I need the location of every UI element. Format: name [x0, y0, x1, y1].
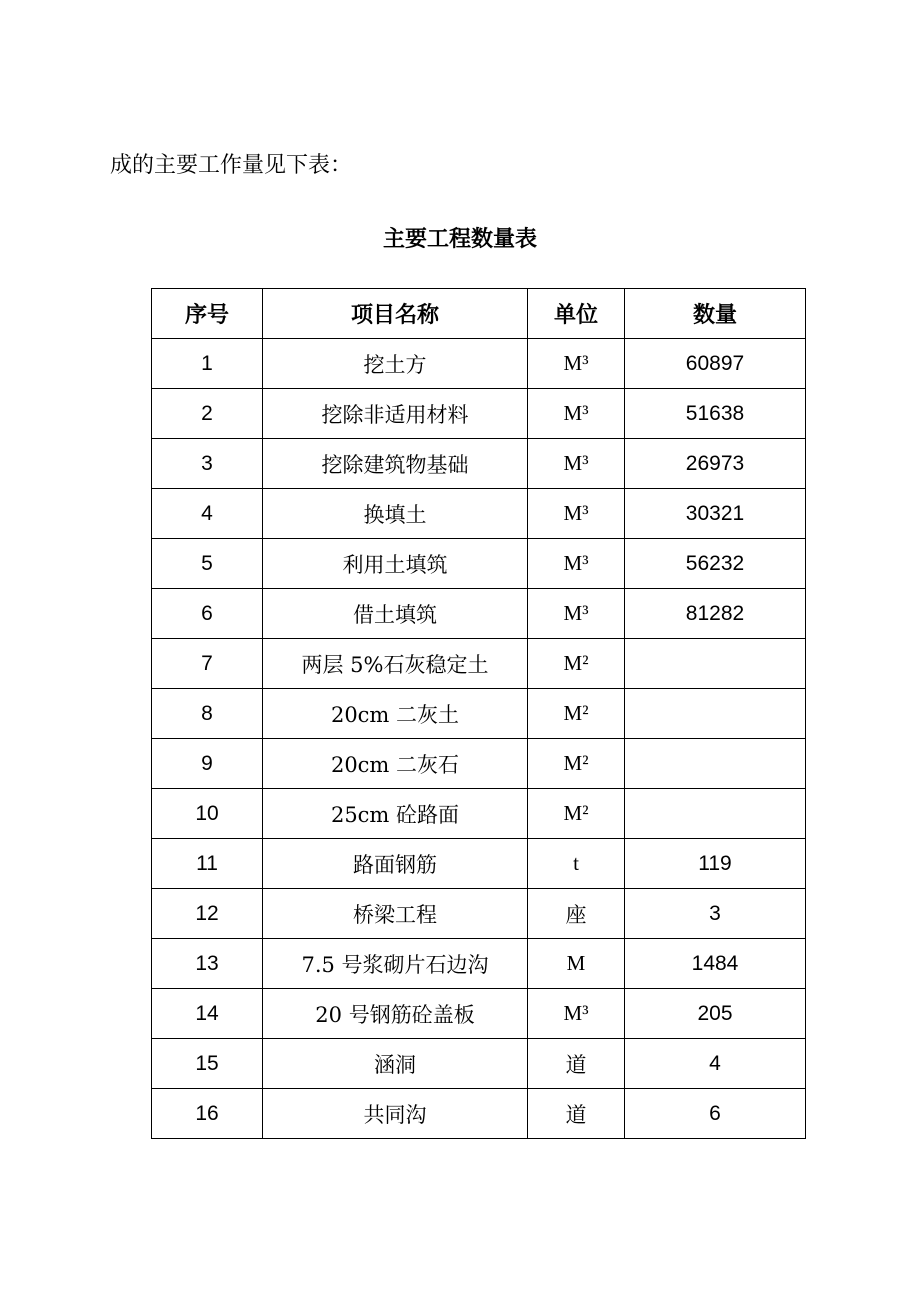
cell-unit: M²	[528, 639, 625, 689]
cell-quantity: 3	[625, 889, 806, 939]
cell-quantity: 60897	[625, 339, 806, 389]
cell-unit: M	[528, 939, 625, 989]
table-row	[152, 839, 806, 889]
cell-unit: M²	[528, 739, 625, 789]
table-row	[152, 1089, 806, 1139]
cell-item-name: 涵洞	[263, 1039, 528, 1089]
table-row	[152, 689, 806, 739]
cell-quantity	[625, 689, 806, 739]
table-title: 主要工程数量表	[382, 227, 537, 252]
table-row	[152, 989, 806, 1039]
table-row	[152, 639, 806, 689]
cell-unit: 道	[528, 1089, 625, 1139]
table-row	[152, 939, 806, 989]
cell-unit: M³	[528, 439, 625, 489]
cell-quantity: 81282	[625, 589, 806, 639]
cell-item-name: 20cm 二灰土	[263, 689, 528, 739]
cell-item-name: 共同沟	[263, 1089, 528, 1139]
cell-item-name: 20cm 二灰石	[263, 739, 528, 789]
header-unit: 单位	[528, 289, 625, 339]
table-row	[152, 1039, 806, 1089]
table-row	[152, 589, 806, 639]
table-row	[152, 789, 806, 839]
cell-item-name: 挖除建筑物基础	[263, 439, 528, 489]
cell-quantity: 51638	[625, 389, 806, 439]
cell-item-name: 换填土	[263, 489, 528, 539]
table-header-row	[152, 289, 806, 339]
cell-serial-no: 11	[152, 839, 263, 889]
cell-serial-no: 9	[152, 739, 263, 789]
cell-item-name: 路面钢筋	[263, 839, 528, 889]
cell-quantity: 205	[625, 989, 806, 1039]
cell-item-name: 挖土方	[263, 339, 528, 389]
table-row	[152, 739, 806, 789]
table-row	[152, 889, 806, 939]
cell-quantity: 6	[625, 1089, 806, 1139]
intro-text: 成的主要工作量见下表：	[110, 153, 353, 178]
table-row	[152, 389, 806, 439]
cell-unit: M³	[528, 539, 625, 589]
cell-unit: t	[528, 839, 625, 889]
cell-serial-no: 12	[152, 889, 263, 939]
cell-serial-no: 2	[152, 389, 263, 439]
cell-unit: M³	[528, 489, 625, 539]
cell-quantity	[625, 639, 806, 689]
cell-unit: M²	[528, 789, 625, 839]
cell-serial-no: 3	[152, 439, 263, 489]
table-row	[152, 489, 806, 539]
cell-quantity: 1484	[625, 939, 806, 989]
cell-unit: M³	[528, 389, 625, 439]
cell-item-name: 挖除非适用材料	[263, 389, 528, 439]
cell-unit: M²	[528, 689, 625, 739]
quantity-table	[151, 288, 806, 1139]
cell-item-name: 20 号钢筋砼盖板	[263, 989, 528, 1039]
cell-item-name: 桥梁工程	[263, 889, 528, 939]
cell-item-name: 两层 5%石灰稳定土	[263, 639, 528, 689]
cell-serial-no: 4	[152, 489, 263, 539]
cell-quantity	[625, 739, 806, 789]
table-row	[152, 439, 806, 489]
cell-serial-no: 5	[152, 539, 263, 589]
cell-quantity: 4	[625, 1039, 806, 1089]
table-row	[152, 539, 806, 589]
cell-unit: 座	[528, 889, 625, 939]
cell-quantity: 119	[625, 839, 806, 889]
cell-quantity: 30321	[625, 489, 806, 539]
header-serial-no: 序号	[152, 289, 263, 339]
header-quantity: 数量	[625, 289, 806, 339]
cell-serial-no: 14	[152, 989, 263, 1039]
cell-serial-no: 1	[152, 339, 263, 389]
cell-quantity: 26973	[625, 439, 806, 489]
cell-serial-no: 15	[152, 1039, 263, 1089]
cell-item-name: 7.5 号浆砌片石边沟	[263, 939, 528, 989]
cell-quantity: 56232	[625, 539, 806, 589]
cell-serial-no: 10	[152, 789, 263, 839]
cell-item-name: 利用土填筑	[263, 539, 528, 589]
table-row	[152, 339, 806, 389]
cell-serial-no: 16	[152, 1089, 263, 1139]
cell-serial-no: 13	[152, 939, 263, 989]
cell-unit: M³	[528, 589, 625, 639]
cell-unit: 道	[528, 1039, 625, 1089]
header-item-name: 项目名称	[263, 289, 528, 339]
cell-item-name: 借土填筑	[263, 589, 528, 639]
cell-unit: M³	[528, 339, 625, 389]
cell-serial-no: 6	[152, 589, 263, 639]
cell-item-name: 25cm 砼路面	[263, 789, 528, 839]
cell-quantity	[625, 789, 806, 839]
cell-serial-no: 7	[152, 639, 263, 689]
cell-serial-no: 8	[152, 689, 263, 739]
cell-unit: M³	[528, 989, 625, 1039]
